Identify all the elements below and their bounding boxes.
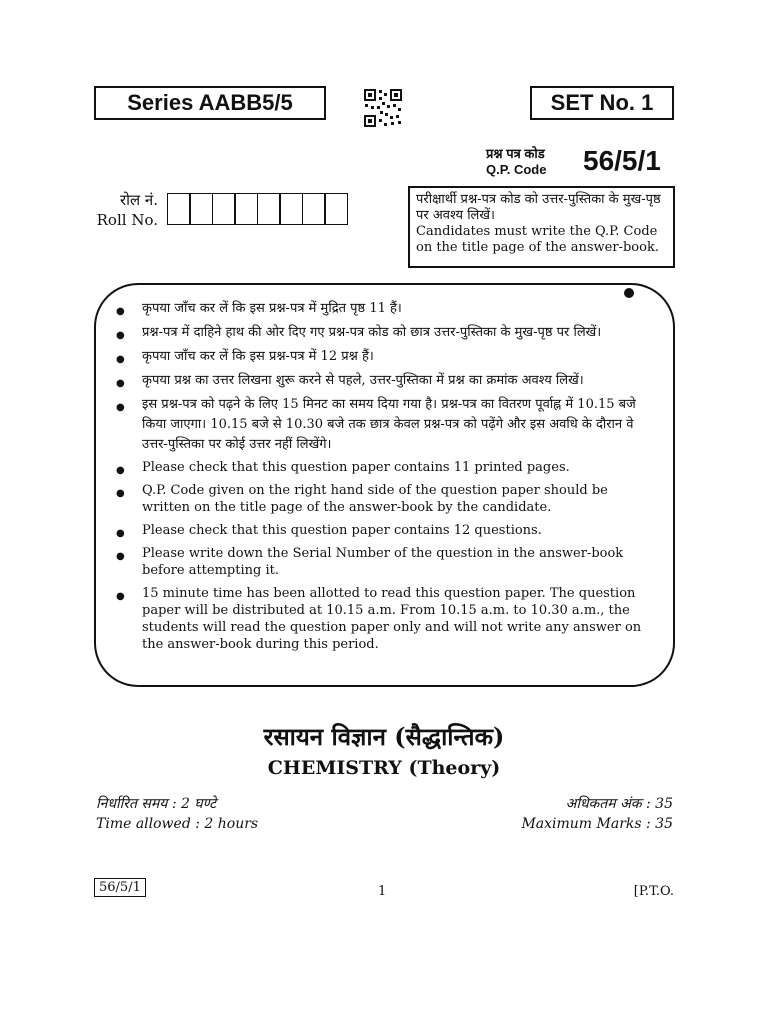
series-label: Series AABB5/5 bbox=[127, 90, 293, 115]
instructions-english-list bbox=[112, 459, 657, 653]
instructions-box bbox=[94, 283, 675, 687]
roll-number-cell[interactable] bbox=[279, 193, 303, 225]
roll-number-cell[interactable] bbox=[324, 193, 348, 225]
subject-title-hindi: रसायन विज्ञान (सैद्धान्तिक) bbox=[263, 722, 505, 751]
subject-title-english: CHEMISTRY (Theory) bbox=[267, 757, 501, 779]
qp-code-label-en: Q.P. Code bbox=[486, 162, 547, 177]
instruction-en-item: ● Please check that this question paper contains 12 questions. bbox=[112, 522, 657, 539]
instruction-en-item: ● Q.P. Code given on the right hand side of the question paper should be written on the title page of the answer-book by the candidate. bbox=[112, 482, 657, 516]
instruction-en-item: ● Please write down the Serial Number of the question in the answer-book before attempting it. bbox=[112, 545, 657, 579]
time-allowed-hi: निर्धारित समय : 2 घण्टे bbox=[96, 796, 217, 812]
set-number-box bbox=[530, 86, 674, 120]
roll-number-cell[interactable] bbox=[212, 193, 236, 225]
instruction-en-item: ● 15 minute time has been allotted to read this question paper. The question paper will be distributed at 10.15 a.m. From 10.15 a.m. to 10.30 a.m., the students will read the question paper only and will not write any answer on the answer-book during this period. bbox=[112, 585, 657, 653]
roll-number-label-en: Roll No. bbox=[96, 211, 158, 229]
please-turn-over: [P.T.O. bbox=[633, 884, 674, 899]
corner-dot-icon bbox=[624, 288, 634, 298]
instruction-hi-item: ● कृपया प्रश्न का उत्तर लिखना शुरू करने से पहले, उत्तर-पुस्तिका में प्रश्न का क्रमांक अवश्य लिखें। bbox=[112, 371, 657, 391]
candidate-note-en: Candidates must write the Q.P. Code on the title page of the answer-book. bbox=[416, 224, 659, 255]
roll-number-label-hi: रोल नं. bbox=[119, 191, 158, 209]
maximum-marks bbox=[480, 794, 673, 834]
time-allowed bbox=[96, 794, 258, 834]
instruction-en-item: ● Please check that this question paper contains 11 printed pages. bbox=[112, 459, 657, 476]
page-number: 1 bbox=[378, 884, 387, 899]
roll-number-cell[interactable] bbox=[257, 193, 281, 225]
candidate-note-box bbox=[408, 186, 675, 268]
footer-paper-code: 56/5/1 bbox=[94, 878, 146, 897]
series-box bbox=[94, 86, 326, 120]
set-number-label: SET No. 1 bbox=[550, 90, 654, 115]
roll-number-boxes bbox=[168, 193, 348, 225]
time-allowed-en: Time allowed : 2 hours bbox=[96, 816, 259, 832]
instruction-hi-item: ● इस प्रश्न-पत्र को पढ़ने के लिए 15 मिनट का समय दिया गया है। प्रश्न-पत्र का वितरण पूर्वाह्न में 10.15 बजे किया जाएगा। 10.15 बजे से 10.30 बजे तक छात्र केवल प्रश्न-पत्र को पढ़ेंगे और इस अवधि के दौरान वे उत्तर-पुस्तिका पर कोई उत्तर नहीं लिखेंगे। bbox=[112, 395, 657, 455]
qp-code-value: 56/5/1 bbox=[583, 145, 661, 176]
roll-number-label bbox=[96, 190, 158, 230]
roll-number-cell[interactable] bbox=[189, 193, 213, 225]
instruction-hi-item: ● प्रश्न-पत्र में दाहिने हाथ की ओर दिए गए प्रश्न-पत्र कोड को छात्र उत्तर-पुस्तिका के मुख-पृष्ठ पर लिखें। bbox=[112, 323, 657, 343]
maximum-marks-en: Maximum Marks : 35 bbox=[521, 816, 673, 832]
maximum-marks-hi: अधिकतम अंक : 35 bbox=[565, 796, 673, 812]
qp-code-label-hi: प्रश्न पत्र कोड bbox=[486, 146, 545, 161]
candidate-note-hi: परीक्षार्थी प्रश्न-पत्र कोड को उत्तर-पुस्तिका के मुख-पृष्ठ पर अवश्य लिखें। bbox=[416, 192, 661, 223]
instructions-hindi-list bbox=[112, 299, 657, 455]
roll-number-cell[interactable] bbox=[234, 193, 258, 225]
qr-code-icon bbox=[363, 88, 403, 128]
instruction-hi-item: ● कृपया जाँच कर लें कि इस प्रश्न-पत्र में 12 प्रश्न हैं। bbox=[112, 347, 657, 367]
roll-number-cell[interactable] bbox=[167, 193, 191, 225]
qp-code-label bbox=[486, 146, 546, 178]
roll-number-cell[interactable] bbox=[302, 193, 326, 225]
instruction-hi-item: ● कृपया जाँच कर लें कि इस प्रश्न-पत्र में मुद्रित पृष्ठ 11 हैं। bbox=[112, 299, 657, 319]
